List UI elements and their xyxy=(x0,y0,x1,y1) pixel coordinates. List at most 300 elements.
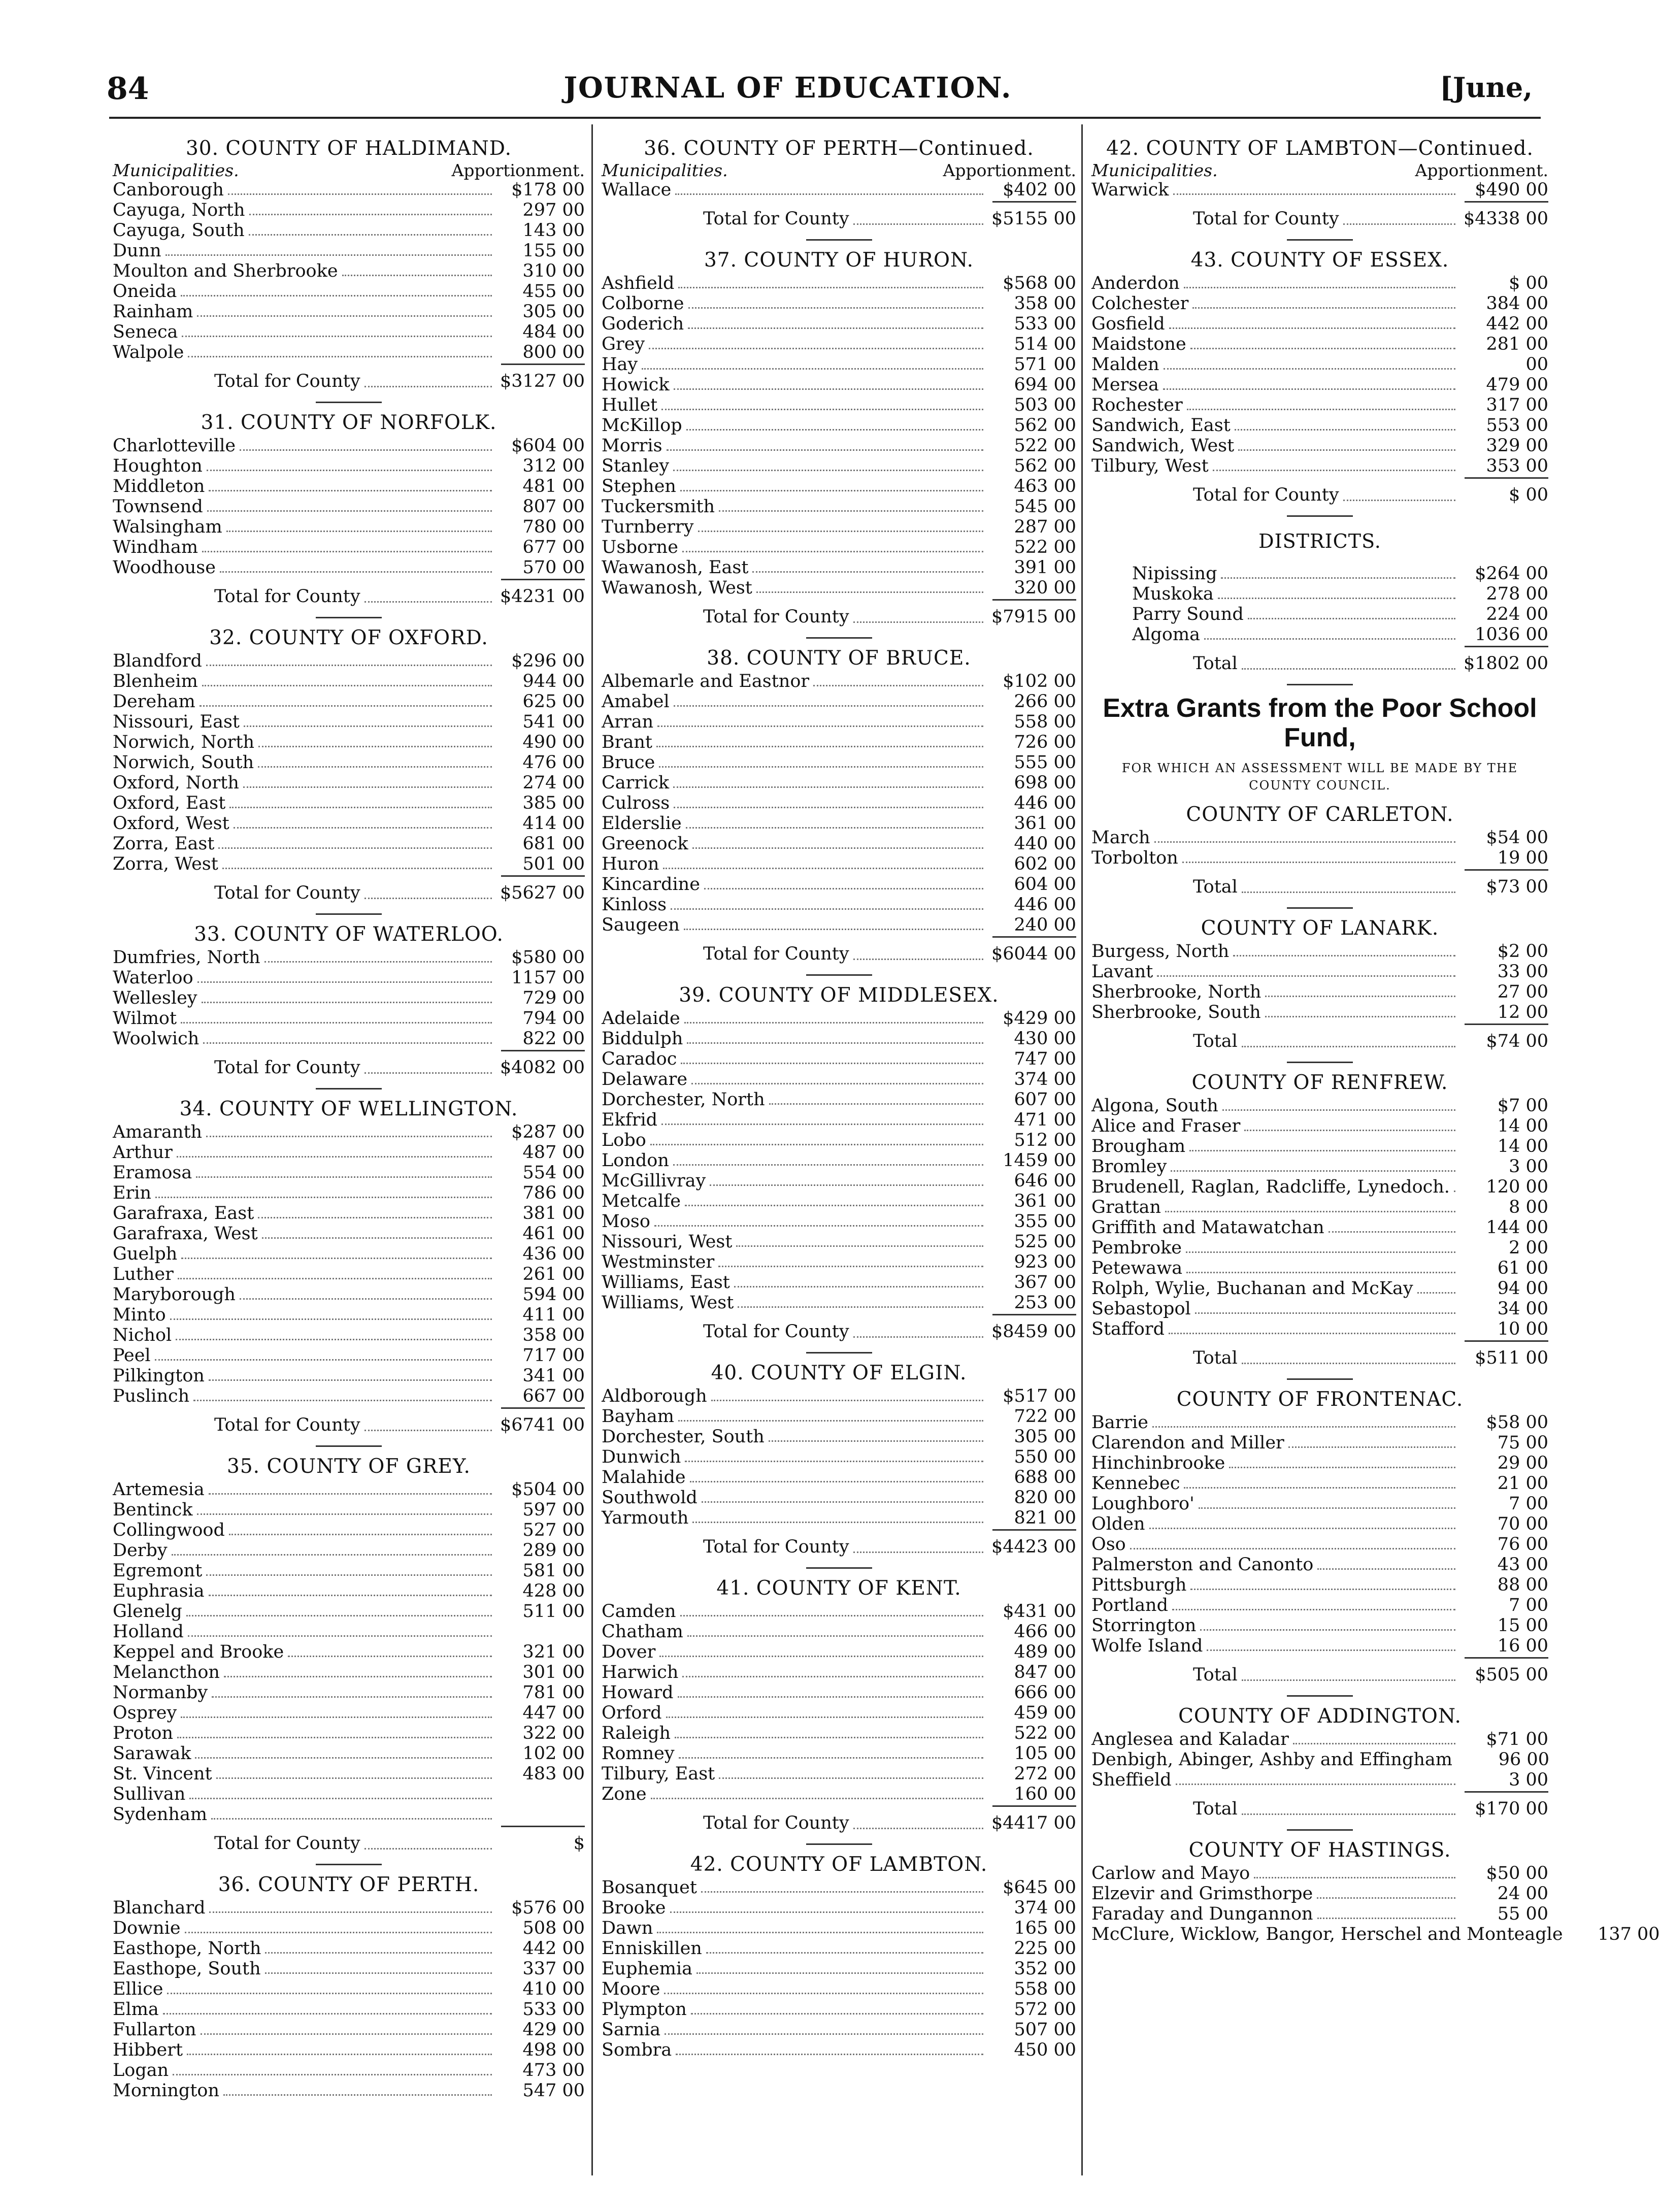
apportionment-amount: $431 00 xyxy=(1003,1601,1076,1622)
total-amount: $4082 00 xyxy=(500,1058,585,1078)
apportionment-amount: 411 00 xyxy=(522,1305,585,1325)
municipality-name: Brougham xyxy=(1091,1136,1186,1157)
dot-leader xyxy=(673,470,983,471)
dot-leader xyxy=(342,275,492,276)
municipality-row xyxy=(113,2081,585,2101)
apportionment-amount: 594 00 xyxy=(522,1284,585,1305)
apportionment-amount: 688 00 xyxy=(1014,1467,1076,1488)
total-label: Total for County xyxy=(214,883,360,903)
municipality-name: Palmerston and Canonto xyxy=(1091,1555,1314,1575)
apportionment-amount: 120 00 xyxy=(1486,1177,1548,1197)
dot-leader xyxy=(769,1440,983,1442)
total-amount: $6044 00 xyxy=(991,944,1076,964)
column-headings xyxy=(602,161,1076,180)
apportionment-amount: 305 00 xyxy=(1014,1427,1076,1447)
section-separator xyxy=(316,617,382,618)
apportionment-amount: 558 00 xyxy=(1014,1979,1076,1999)
municipality-name: Moulton and Sherbrooke xyxy=(113,261,338,281)
total-row xyxy=(703,1537,1076,1559)
dot-leader xyxy=(657,725,983,727)
municipality-row xyxy=(113,712,585,732)
municipality-row xyxy=(113,2060,585,2081)
dot-leader xyxy=(1165,1211,1455,1212)
section-title: 36. COUNTY OF PERTH. xyxy=(218,1873,480,1896)
column-headings xyxy=(113,161,585,180)
dot-leader xyxy=(209,490,492,491)
municipality-row xyxy=(113,476,585,497)
page-date: [June, xyxy=(1440,71,1533,104)
municipality-name: Raleigh xyxy=(602,1723,671,1743)
municipality-row xyxy=(602,1918,1076,1938)
municipality-row xyxy=(1091,395,1548,415)
apportionment-amount: 94 00 xyxy=(1497,1278,1548,1299)
municipality-row xyxy=(602,578,1076,598)
section-title: 37. COUNTY OF HURON. xyxy=(704,249,974,272)
municipality-name: Normanby xyxy=(113,1682,208,1703)
municipality-row xyxy=(602,1682,1076,1703)
section-title: 38. COUNTY OF BRUCE. xyxy=(707,647,971,670)
apportionment-amount: 76 00 xyxy=(1497,1534,1548,1555)
municipality-row xyxy=(602,712,1076,732)
municipality-name: Usborne xyxy=(602,537,678,557)
municipality-row xyxy=(1091,314,1548,334)
municipality-name: Oxford, North xyxy=(113,773,239,793)
municipality-name: Norwich, North xyxy=(113,732,255,752)
municipality-name: Pilkington xyxy=(113,1366,205,1386)
municipality-name: Charlotteville xyxy=(113,436,236,456)
dot-leader xyxy=(682,551,983,552)
municipality-name: Fullarton xyxy=(113,2020,196,2040)
municipality-row xyxy=(602,537,1076,557)
dot-leader xyxy=(197,315,492,317)
dot-leader xyxy=(853,223,983,225)
municipality-name: Rolph, Wylie, Buchanan and McKay xyxy=(1091,1278,1413,1299)
apportionment-amount: 165 00 xyxy=(1014,1918,1076,1938)
municipality-name: Carrick xyxy=(602,773,670,793)
apportionment-amount: 507 00 xyxy=(1014,2020,1076,2040)
municipality-row xyxy=(602,915,1076,935)
dot-leader xyxy=(186,1615,492,1616)
total-row xyxy=(1193,1031,1548,1053)
dot-leader xyxy=(702,1501,983,1503)
municipality-row xyxy=(602,1467,1076,1488)
dot-leader xyxy=(686,827,983,829)
dot-leader xyxy=(229,1534,492,1535)
municipality-row xyxy=(113,1622,585,1642)
section-title: 40. COUNTY OF ELGIN. xyxy=(711,1362,967,1384)
municipality-name: Garafraxa, West xyxy=(113,1224,258,1244)
section-separator xyxy=(806,1567,872,1569)
county-section xyxy=(1091,1695,1548,1821)
dot-leader xyxy=(691,2013,983,2015)
dot-leader xyxy=(661,409,983,410)
total-label: Total xyxy=(1193,1348,1238,1368)
apportionment-amount: 137 00 xyxy=(1598,1924,1660,1944)
county-section xyxy=(113,1445,585,1856)
dot-leader xyxy=(1187,409,1455,410)
dot-leader xyxy=(687,1042,983,1044)
municipality-row xyxy=(113,2040,585,2060)
municipality-row xyxy=(602,1938,1076,1959)
section-title: 33. COUNTY OF WATERLOO. xyxy=(194,923,504,946)
municipality-row xyxy=(113,947,585,968)
municipality-row xyxy=(602,314,1076,334)
municipality-row xyxy=(1091,1453,1548,1473)
dot-leader xyxy=(155,1359,492,1361)
total-amount: $8459 00 xyxy=(991,1322,1076,1342)
dot-leader xyxy=(1186,1251,1455,1253)
dot-leader xyxy=(249,214,492,215)
apportionment-amount: 144 00 xyxy=(1486,1217,1548,1238)
apportionment-amount: 355 00 xyxy=(1014,1211,1076,1232)
dot-leader xyxy=(200,705,492,707)
apportionment-amount: 317 00 xyxy=(1486,395,1548,415)
municipality-row xyxy=(113,651,585,671)
apportionment-amount: 547 00 xyxy=(522,2081,585,2101)
district-name: Nipissing xyxy=(1132,564,1217,584)
municipality-name: Keppel and Brooke xyxy=(113,1642,284,1662)
apportionment-amount: 545 00 xyxy=(1014,497,1076,517)
municipality-row xyxy=(1091,1278,1548,1299)
municipality-name: Maidstone xyxy=(1091,334,1186,354)
municipality-row xyxy=(113,517,585,537)
municipality-name: Erin xyxy=(113,1183,152,1203)
dot-leader xyxy=(206,1136,492,1137)
apportionment-amount: 29 00 xyxy=(1497,1453,1548,1473)
apportionment-amount: $402 00 xyxy=(1003,180,1076,200)
heading-municipalities: Municipalities. xyxy=(113,160,239,180)
apportionment-amount: 729 00 xyxy=(522,988,585,1008)
dot-leader xyxy=(1417,1292,1455,1294)
dot-leader xyxy=(258,746,492,747)
dot-leader xyxy=(686,429,983,431)
apportionment-amount: 261 00 xyxy=(522,1264,585,1284)
municipality-name: Waterloo xyxy=(113,968,193,988)
apportionment-amount: 571 00 xyxy=(1014,354,1076,375)
apportionment-amount: $604 00 xyxy=(511,436,585,456)
dot-leader xyxy=(193,1400,492,1401)
section-separator xyxy=(1287,1062,1353,1063)
total-amount: $ 00 xyxy=(1509,485,1548,505)
apportionment-amount: 602 00 xyxy=(1014,854,1076,874)
total-amount: $3127 00 xyxy=(500,371,585,391)
apportionment-amount: 471 00 xyxy=(1014,1110,1076,1130)
dot-leader xyxy=(663,868,983,869)
dot-leader xyxy=(752,571,983,573)
apportionment-amount: 3 00 xyxy=(1509,1770,1548,1790)
dot-leader xyxy=(288,1656,492,1657)
dot-leader xyxy=(224,1676,492,1677)
dot-leader xyxy=(678,1420,983,1422)
dot-leader xyxy=(1184,287,1455,288)
dot-leader xyxy=(691,1083,983,1084)
heading-apportionment: Apportionment. xyxy=(1415,160,1548,180)
municipality-row xyxy=(602,1979,1076,1999)
dot-leader xyxy=(1242,668,1455,670)
dot-leader xyxy=(202,685,492,686)
municipality-row xyxy=(602,2040,1076,2060)
municipality-name: Tilbury, West xyxy=(1091,456,1209,476)
municipality-row xyxy=(113,1142,585,1163)
apportionment-amount: 33 00 xyxy=(1497,962,1548,982)
municipality-name: Seneca xyxy=(113,322,178,342)
section-separator xyxy=(1287,907,1353,909)
section-title: 32. COUNTY OF OXFORD. xyxy=(209,626,488,649)
dot-leader xyxy=(674,388,983,390)
municipality-row xyxy=(113,1959,585,1979)
municipality-row xyxy=(113,1918,585,1938)
total-label: Total xyxy=(1193,1665,1238,1685)
districts-title: DISTRICTS. xyxy=(1258,530,1381,552)
municipality-row xyxy=(1091,1615,1548,1636)
municipality-name: Bosanquet xyxy=(602,1877,697,1898)
municipality-name: Stephen xyxy=(602,476,676,497)
county-section xyxy=(113,617,585,905)
heading-municipalities: Municipalities. xyxy=(602,160,728,180)
municipality-name: Dunn xyxy=(113,241,161,261)
municipality-name: Ellice xyxy=(113,1979,163,1999)
dot-leader xyxy=(177,1156,492,1158)
dot-leader xyxy=(265,1952,492,1954)
apportionment-amount: $287 00 xyxy=(511,1122,585,1142)
apportionment-amount: 7 00 xyxy=(1509,1494,1548,1514)
municipality-name: Euphrasia xyxy=(113,1581,205,1601)
municipality-row xyxy=(602,273,1076,293)
municipality-name: Camden xyxy=(602,1601,676,1622)
municipality-row xyxy=(1091,1729,1548,1749)
municipality-name: Colchester xyxy=(1091,293,1189,314)
apportionment-amount: 27 00 xyxy=(1497,982,1548,1002)
dot-leader xyxy=(364,1072,492,1074)
total-amount: $505 00 xyxy=(1475,1665,1548,1685)
municipality-name: Harwich xyxy=(602,1662,679,1682)
dot-leader xyxy=(167,1993,492,1994)
sum-rule xyxy=(501,1407,585,1409)
dot-leader xyxy=(1242,1046,1455,1047)
apportionment-amount: 677 00 xyxy=(522,537,585,557)
apportionment-amount: 555 00 xyxy=(1014,752,1076,773)
municipality-name: Clarendon and Miller xyxy=(1091,1433,1284,1453)
section-title: 34. COUNTY OF WELLINGTON. xyxy=(179,1098,518,1120)
total-row xyxy=(703,1322,1076,1344)
municipality-row xyxy=(1091,1157,1548,1177)
dot-leader xyxy=(188,356,492,357)
dot-leader xyxy=(688,327,983,329)
total-amount: $5627 00 xyxy=(500,883,585,903)
apportionment-amount: 19 00 xyxy=(1497,848,1548,868)
district-row xyxy=(1091,584,1548,604)
dot-leader xyxy=(216,1777,492,1779)
municipality-name: Brant xyxy=(602,732,652,752)
municipality-row xyxy=(1091,848,1548,868)
page-title: JOURNAL OF EDUCATION. xyxy=(563,71,1012,105)
apportionment-amount: 489 00 xyxy=(1014,1642,1076,1662)
apportionment-amount: 541 00 xyxy=(522,712,585,732)
dot-leader xyxy=(674,807,983,808)
municipality-row xyxy=(602,334,1076,354)
dot-leader xyxy=(675,193,983,195)
dot-leader xyxy=(1169,1333,1455,1334)
apportionment-amount: 281 00 xyxy=(1486,334,1548,354)
section-title: 42. COUNTY OF LAMBTON—Continued. xyxy=(1106,137,1534,160)
dot-leader xyxy=(664,1993,983,1994)
municipality-name: Zone xyxy=(602,1784,647,1804)
sum-rule xyxy=(992,936,1076,938)
municipality-row xyxy=(113,854,585,874)
county-section xyxy=(1091,803,1548,899)
municipality-row xyxy=(602,1232,1076,1252)
apportionment-amount: 440 00 xyxy=(1014,834,1076,854)
total-row xyxy=(703,944,1076,966)
municipality-row xyxy=(1091,1494,1548,1514)
municipality-row xyxy=(113,1325,585,1345)
column-headings xyxy=(1091,161,1548,180)
apportionment-amount: 266 00 xyxy=(1014,691,1076,712)
apportionment-amount: 70 00 xyxy=(1497,1514,1548,1534)
dot-leader xyxy=(165,254,492,256)
municipality-row xyxy=(602,1427,1076,1447)
municipality-row xyxy=(113,834,585,854)
municipality-name: Eramosa xyxy=(113,1163,192,1183)
districts-section xyxy=(1091,531,1548,676)
municipality-row xyxy=(602,2020,1076,2040)
district-name: Parry Sound xyxy=(1132,604,1244,624)
sum-rule xyxy=(501,875,585,877)
apportionment-amount: 597 00 xyxy=(522,1500,585,1520)
municipality-name: Bromley xyxy=(1091,1157,1167,1177)
apportionment-amount: 10 00 xyxy=(1497,1319,1548,1339)
apportionment-amount: 473 00 xyxy=(522,2060,585,2081)
municipality-name: Easthope, North xyxy=(113,1938,261,1959)
dot-leader xyxy=(364,898,492,899)
municipality-name: Arran xyxy=(602,712,654,732)
municipality-row xyxy=(602,732,1076,752)
municipality-row xyxy=(1091,334,1548,354)
total-amount: $170 00 xyxy=(1475,1799,1548,1819)
county-section xyxy=(1091,239,1548,507)
municipality-name: Amabel xyxy=(602,691,670,712)
municipality-row xyxy=(1091,1258,1548,1278)
municipality-name: Ekfrid xyxy=(602,1110,658,1130)
municipality-row xyxy=(113,1642,585,1662)
apportionment-amount: 501 00 xyxy=(522,854,585,874)
apportionment-amount: 297 00 xyxy=(522,200,585,220)
municipality-name: Zorra, East xyxy=(113,834,215,854)
dot-leader xyxy=(685,1461,983,1462)
sum-rule xyxy=(992,1314,1076,1315)
municipality-row xyxy=(602,1488,1076,1508)
municipality-row xyxy=(602,1008,1076,1029)
municipality-row xyxy=(602,415,1076,436)
municipality-row xyxy=(113,1305,585,1325)
total-amount: $7915 00 xyxy=(991,607,1076,627)
municipality-name: Dawn xyxy=(602,1918,653,1938)
municipality-name: Sherbrooke, North xyxy=(1091,982,1261,1002)
apportionment-amount: 562 00 xyxy=(1014,415,1076,436)
county-section xyxy=(1091,907,1548,1053)
total-label: Total for County xyxy=(703,944,849,964)
municipality-name: Blenheim xyxy=(113,671,198,691)
municipality-name: Sandwich, East xyxy=(1091,415,1231,436)
municipality-name: Collingwood xyxy=(113,1520,225,1540)
municipality-row xyxy=(602,1642,1076,1662)
dot-leader xyxy=(220,571,492,573)
dot-leader xyxy=(1288,1446,1455,1448)
municipality-row xyxy=(1091,1636,1548,1656)
county-section xyxy=(602,1352,1076,1559)
municipality-name: Dorchester, North xyxy=(602,1090,765,1110)
county-section xyxy=(1091,1829,1660,1944)
dot-leader xyxy=(187,2054,492,2055)
section-title: 30. COUNTY OF HALDIMAND. xyxy=(185,137,512,160)
municipality-row xyxy=(113,1183,585,1203)
dot-leader xyxy=(1343,500,1455,501)
dot-leader xyxy=(1184,1487,1455,1489)
dot-leader xyxy=(692,1522,983,1523)
dot-leader xyxy=(711,1400,983,1401)
apportionment-amount: 447 00 xyxy=(522,1703,585,1723)
municipality-name: Grattan xyxy=(1091,1197,1161,1217)
total-label: Total for County xyxy=(214,1833,360,1854)
municipality-row xyxy=(1091,1433,1548,1453)
dot-leader xyxy=(1207,1649,1455,1651)
apportionment-amount: 694 00 xyxy=(1014,375,1076,395)
municipality-name: Williams, West xyxy=(602,1293,734,1313)
total-label: Total xyxy=(1193,1031,1238,1051)
dot-leader xyxy=(696,1972,983,1974)
municipality-name: Amaranth xyxy=(113,1122,203,1142)
section-separator xyxy=(316,913,382,915)
municipality-name: Howick xyxy=(602,375,670,395)
apportionment-amount: 1157 00 xyxy=(511,968,585,988)
municipality-name: Brudenell, Raglan, Radcliffe, Lynedoch. xyxy=(1091,1177,1450,1197)
municipality-row xyxy=(602,1622,1076,1642)
dot-leader xyxy=(1238,449,1455,451)
apportionment-amount: 14 00 xyxy=(1497,1116,1548,1136)
apportionment-amount: 446 00 xyxy=(1014,793,1076,813)
dot-leader xyxy=(209,1493,492,1495)
section-separator xyxy=(806,1843,872,1845)
municipality-name: Sherbrooke, South xyxy=(1091,1002,1261,1022)
dot-leader xyxy=(197,1513,492,1515)
apportionment-amount: 533 00 xyxy=(522,1999,585,2020)
municipality-name: Arthur xyxy=(113,1142,173,1163)
municipality-name: Walsingham xyxy=(113,517,222,537)
dot-leader xyxy=(1218,598,1455,599)
sum-rule xyxy=(1465,477,1548,479)
municipality-name: Mornington xyxy=(113,2081,219,2101)
municipality-row xyxy=(113,2020,585,2040)
dot-leader xyxy=(1172,1609,1455,1610)
sum-rule xyxy=(1465,1791,1548,1793)
county-section xyxy=(113,1088,585,1437)
apportionment-amount: 34 00 xyxy=(1497,1299,1548,1319)
municipality-row xyxy=(602,1743,1076,1764)
county-section xyxy=(602,637,1076,966)
municipality-row xyxy=(113,1244,585,1264)
dot-leader xyxy=(1157,975,1455,977)
sum-rule xyxy=(992,1805,1076,1807)
apportionment-amount: 429 00 xyxy=(522,2020,585,2040)
extra-grants-title: Extra Grants from the Poor School Fund, xyxy=(1103,694,1537,752)
municipality-row xyxy=(1091,375,1548,395)
municipality-name: Griffith and Matawatchan xyxy=(1091,1217,1324,1238)
municipality-name: Chatham xyxy=(602,1622,683,1642)
apportionment-amount: 476 00 xyxy=(522,752,585,773)
dot-leader xyxy=(155,1197,492,1198)
municipality-row xyxy=(1091,1770,1548,1790)
dot-leader xyxy=(650,1144,983,1145)
